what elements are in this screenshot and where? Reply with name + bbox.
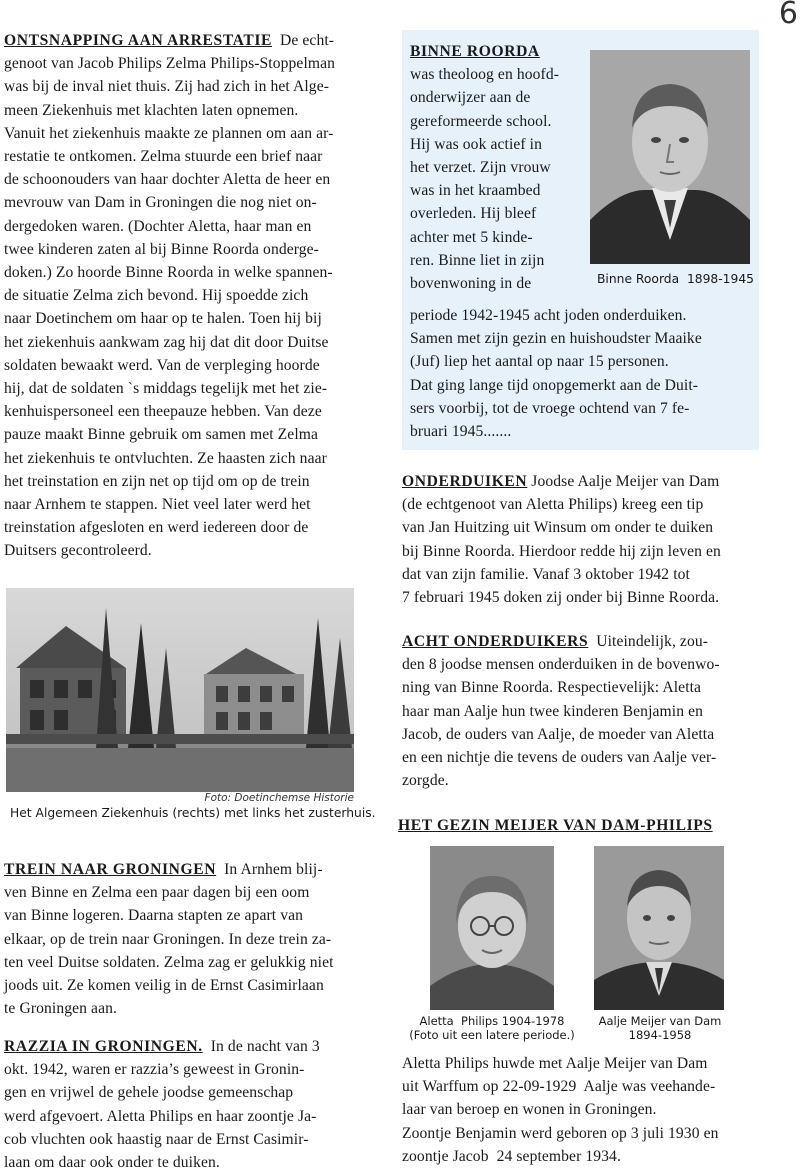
section-heading-family: HET GEZIN MEIJER VAN DAM-PHILIPS [398, 817, 713, 834]
text-line: haar man Aalje hun twee kinderen Benjamin en [402, 702, 704, 720]
caption-line: Aletta Philips 1904-1978 [419, 1014, 565, 1028]
text-line: (de echtgenoot van Aletta Philips) kreeg een tip [402, 496, 704, 514]
text-line: periode 1942-1945 acht joden onderduiken. [410, 307, 687, 324]
text-line: joods uit. Ze komen veilig in de Ernst Casimirlaan [4, 977, 324, 995]
text-line: het treinstation en zijn net op tijd om op de trein [4, 472, 310, 490]
page-number: 6 [778, 0, 798, 31]
text-line: In Arnhem blij- [224, 861, 323, 878]
text-line: Uiteindelijk, zou- [596, 633, 709, 650]
text-line: naar Arnhem te stappen. Niet veel later werd het [4, 496, 311, 514]
text-line: Joodse Aalje Meijer van Dam [531, 473, 720, 490]
text-line: zorgde. [402, 772, 449, 790]
text-line: In de nacht van 3 [210, 1038, 320, 1055]
text-line: was theoloog en hoofd- [410, 66, 560, 84]
section-binne [410, 40, 610, 295]
text-line: Jacob, de ouders van Aalje, de moeder van Aletta [402, 725, 715, 743]
text-line: bovenwoning in de [410, 275, 532, 293]
text-line: 7 februari 1945 doken zij onder bij Binne Roorda. [402, 589, 720, 607]
text-line: en een nichtje die tevens de ouders van Aalje ver- [402, 749, 717, 767]
section-heading: TREIN NAAR GRONINGEN [4, 861, 217, 878]
aletta-philips-portrait [430, 846, 554, 1010]
text-line: ning van Binne Roorda. Respectievelijk: Aletta [402, 679, 702, 697]
text-line: soldaten bewaakt werd. Van de verpleging hoorde [4, 356, 320, 374]
section-heading: BINNE ROORDA [410, 43, 540, 60]
photo-caption: Het Algemeen Ziekenhuis (rechts) met links het zusterhuis. [10, 806, 376, 820]
text-line: Samen met zijn gezin en huishoudster Maaike [410, 330, 702, 348]
section-heading: ONDERDUIKEN [402, 473, 528, 490]
text-line: de situatie Zelma zich bevond. Hij spoedde zich [4, 287, 309, 305]
text-line: achter met 5 kinde- [410, 228, 533, 246]
text-line: Duitsers gecontroleerd. [4, 542, 152, 560]
text-line: gen en vrijwel de gehele joodse gemeenschap [4, 1084, 294, 1102]
text-line: laan om daar ook onder te duiken. [4, 1154, 220, 1172]
portrait-illustration [594, 846, 724, 1010]
text-line: okt. 1942, waren er razzia’s geweest in Gronin- [4, 1061, 305, 1079]
hospital-illustration [6, 588, 354, 792]
text-line: dergedoken waren. (Dochter Aletta, haar man en [4, 217, 312, 235]
text-line: meen Ziekenhuis met klachten laten opnemen. [4, 101, 299, 119]
text-line: kenhuispersoneel een theepauze hebben. Van deze [4, 403, 322, 421]
portrait-illustration [590, 50, 750, 264]
hospital-photo [6, 588, 354, 792]
text-line: pauze maakt Binne gebruik om samen met Zelma [4, 426, 319, 444]
section-hiding [402, 470, 767, 609]
aletta-caption [404, 1014, 580, 1042]
text-line: Vanuit het ziekenhuis maakte ze plannen om aan ar- [4, 124, 334, 142]
caption-line: 1894-1958 [628, 1028, 692, 1042]
section-heading: ONTSNAPPING AAN ARRESTATIE [4, 32, 273, 49]
section-train [4, 858, 374, 1020]
text-line: naar Doetinchem om haar op te halen. Toen hij bij [4, 310, 322, 328]
aalje-meijer-portrait [594, 846, 724, 1010]
text-line: was bij de inval niet thuis. Zij had zich in het Alge- [4, 78, 330, 96]
text-line: de schoonouders van haar dochter Aletta de heer en [4, 171, 331, 189]
text-line: onderwijzer aan de [410, 89, 531, 107]
text-line: De echt- [280, 32, 335, 49]
text-line: treinstation afgesloten en werd iedereen door de [4, 519, 309, 537]
text-line: ven Binne en Zelma een paar dagen bij een oom [4, 884, 310, 902]
text-line: genoot van Jacob Philips Zelma Philips-Stoppelman [4, 55, 336, 73]
text-line: zoontje Jacob 24 september 1934. [402, 1147, 621, 1165]
text-line: Dat ging lange tijd onopgemerkt aan de Duit- [410, 376, 699, 394]
photo-credit: Foto: Doetinchemse Historie [204, 792, 354, 804]
text-line: werd afgevoert. Aletta Philips en haar zoontje Ja- [4, 1107, 317, 1125]
text-line: bruari 1945....... [410, 423, 512, 441]
text-line: sers voorbij, tot de vroege ochtend van 7 fe- [410, 399, 690, 417]
portrait-illustration [430, 846, 554, 1010]
text-line: twee kinderen zaten al bij Binne Roorda onderge- [4, 240, 319, 258]
text-line: elkaar, op de trein naar Groningen. In deze trein za- [4, 930, 332, 948]
caption-line: (Foto uit een latere periode.) [409, 1028, 575, 1042]
text-line: overleden. Hij bleef [410, 205, 537, 223]
text-line: te Groningen aan. [4, 1000, 117, 1018]
text-line: was in het kraambed [410, 182, 541, 200]
text-line: Aletta Philips huwde met Aalje Meijer van Dam [402, 1055, 708, 1072]
caption-line: Aalje Meijer van Dam [598, 1014, 722, 1028]
text-line: laar van beroep en wonen in Groningen. [402, 1101, 657, 1119]
binne-photo-caption: Binne Roorda 1898-1945 [597, 272, 754, 286]
text-line: van Binne logeren. Daarna stapten ze apart van [4, 907, 304, 925]
text-line: cob vluchten ook haastig naar de Ernst Casimir- [4, 1130, 309, 1148]
section-raid [4, 1035, 374, 1174]
text-line: hij, dat de soldaten `s middags tegelijk met het zie- [4, 380, 328, 398]
section-escape [4, 29, 374, 563]
text-line: ten veel Duitse soldaten. Zelma zag er gelukkig niet [4, 953, 334, 971]
text-line: van Jan Huitzing uit Winsum om onder te duiken [402, 519, 714, 537]
text-line: den 8 joodse mensen onderduiken in de bovenwo- [402, 656, 720, 674]
text-line: ren. Binne liet in zijn [410, 251, 545, 269]
section-eight [402, 630, 767, 792]
text-line: Zoontje Benjamin werd geboren op 3 juli 1930 en [402, 1124, 719, 1142]
text-line: dat van zijn familie. Vanaf 3 oktober 1942 tot [402, 565, 690, 583]
text-line: uit Warffum op 22-09-1929 Aalje was veehande- [402, 1078, 716, 1096]
text-line: restatie te ontkomen. Zelma stuurde een brief naar [4, 148, 323, 166]
text-line: Hij was ook actief in [410, 135, 543, 153]
section-heading: RAZZIA IN GRONINGEN. [4, 1038, 203, 1055]
section-binne-continued [410, 304, 755, 443]
text-line: gereformeerde school. [410, 112, 552, 130]
text-line: bij Binne Roorda. Hierdoor redde hij zijn leven en [402, 542, 721, 560]
text-line: het ziekenhuis te ontvluchten. Ze haasten zich naar [4, 449, 327, 467]
text-line: het ziekenhuis aankwam zag hij dat dit door Duitse [4, 333, 329, 351]
aalje-caption [590, 1014, 730, 1042]
binne-roorda-portrait [590, 50, 750, 264]
text-line: mevrouw van Dam in Groningen die nog niet on- [4, 194, 317, 212]
section-heading: ACHT ONDERDUIKERS [402, 633, 589, 650]
text-line: (Juf) liep het aantal op naar 15 personen. [410, 353, 669, 371]
section-family [402, 1052, 767, 1168]
text-line: het verzet. Zijn vrouw [410, 159, 551, 177]
text-line: doken.) Zo hoorde Binne Roorda in welke spannen- [4, 264, 333, 282]
